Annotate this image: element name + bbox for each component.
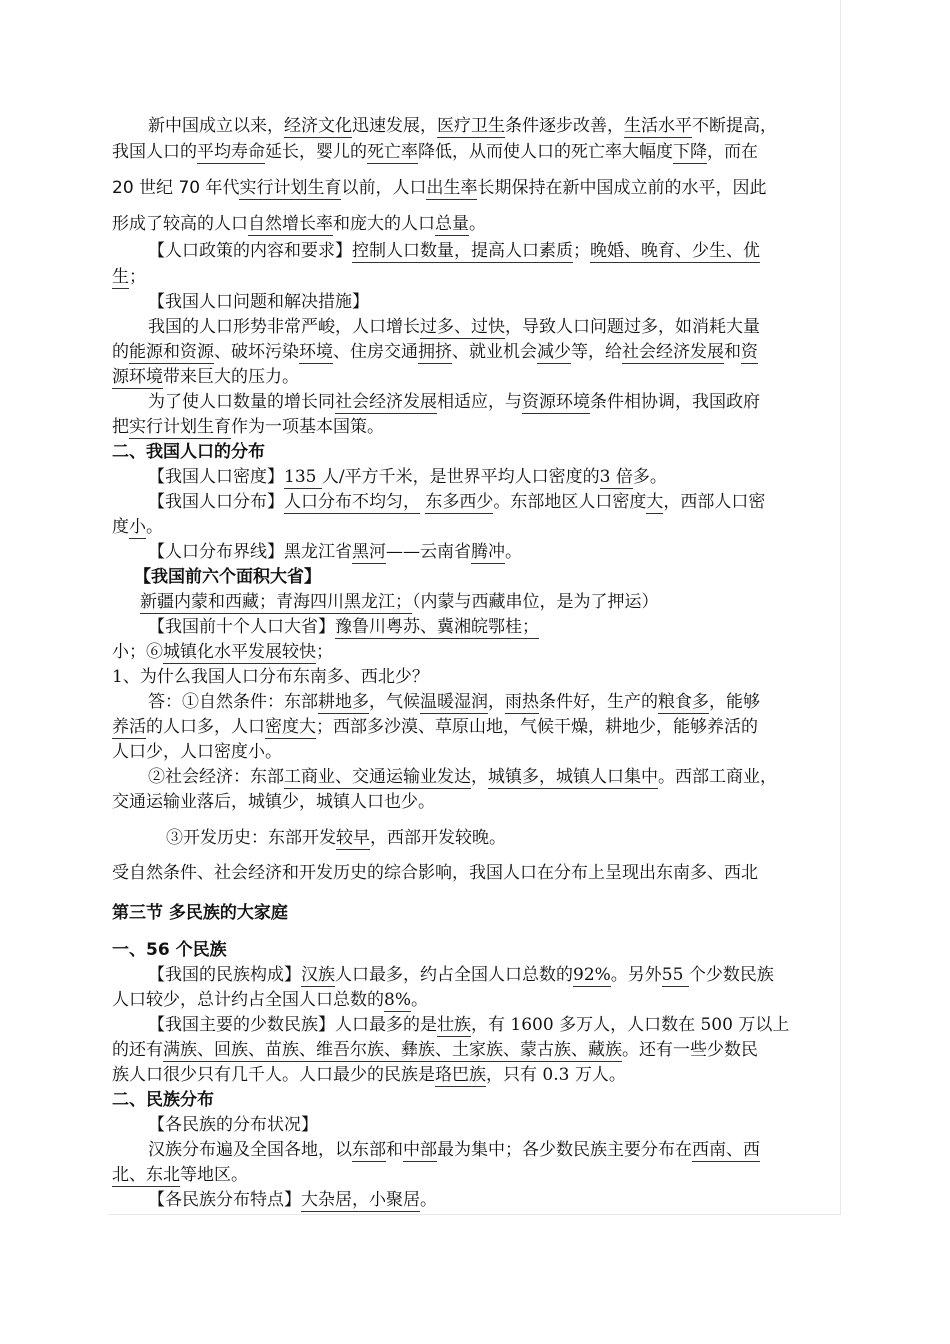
text-segment: 和	[724, 342, 741, 362]
text-segment: ，气候	[369, 692, 420, 712]
text-segment: 把	[112, 417, 129, 437]
underlined-answer: 满族、回族、苗族、维吾尔族、彝族、土家族、蒙古族、藏族	[163, 1040, 622, 1060]
underlined-answer: 下降	[673, 142, 707, 162]
text-segment: 受自然条件、社会经济和开发历史的综合影响，我国人口在分布上呈现出东南多、西北	[112, 863, 758, 883]
text-segment: 【我国前六个面积大省】	[134, 567, 321, 587]
text-segment: 人口少，人口密度小。	[112, 742, 282, 762]
text-segment: 、住房交通	[333, 342, 418, 362]
underlined-answer: 死亡率	[367, 142, 418, 162]
text-line	[112, 141, 758, 163]
text-segment: 。另外	[610, 965, 662, 985]
text-segment: 【人口政策的内容和要求】	[148, 241, 352, 261]
underlined-answer: 黑河	[352, 542, 386, 562]
text-line	[112, 791, 435, 813]
text-segment: 带来巨大的压力。	[163, 367, 299, 387]
text-segment: 条件逐步改善，	[505, 116, 624, 136]
text-line	[148, 541, 522, 563]
text-segment: 的人口多，人口	[146, 717, 265, 737]
underlined-answer: 城镇多，城镇人口集中	[488, 767, 658, 787]
text-segment: 等，给	[571, 342, 622, 362]
text-segment: 作为一项基本国策。	[231, 417, 384, 437]
underlined-answer: 55	[661, 965, 689, 985]
text-line	[112, 366, 299, 388]
underlined-answer: 资	[741, 342, 758, 362]
text-line	[148, 491, 765, 513]
text-line	[112, 341, 758, 363]
text-line	[112, 641, 333, 663]
text-segment: 二、民族分布	[112, 1090, 214, 1110]
text-segment: 。	[410, 990, 428, 1010]
text-segment: 答：①自然条件：东部	[148, 692, 318, 712]
text-segment: （内蒙与西藏串位，是为了押运）	[412, 592, 659, 612]
text-segment: 相适应，与	[437, 392, 522, 412]
text-segment: 最为集中；各少数民族主要分布在	[437, 1140, 692, 1160]
underlined-answer: 控制人口数量，提高人口素质	[352, 241, 573, 261]
text-segment: 我国人口的	[112, 142, 197, 162]
text-segment: 新中国成立以来，	[148, 116, 284, 136]
underlined-answer: 耕地多	[318, 692, 369, 712]
text-segment: 、就业机会	[452, 342, 537, 362]
text-segment: 形成了较高的人口	[112, 214, 248, 234]
underlined-answer: 源环境	[112, 367, 163, 387]
text-segment: 迅速发展，	[352, 116, 437, 136]
text-segment: 。	[146, 517, 163, 537]
text-segment: ③开发历史：东部开发	[166, 828, 336, 848]
text-segment: 汉族分布遍及全国各地，以	[148, 1140, 352, 1160]
text-line	[112, 1164, 248, 1186]
text-line	[148, 616, 539, 638]
underlined-answer: 壮族	[437, 1015, 471, 1035]
text-segment: 【我国的民族构成】	[148, 965, 301, 985]
text-segment: 【人口分布界线】黑龙江省	[148, 542, 352, 562]
underlined-answer: 拥挤	[418, 342, 452, 362]
section-heading	[112, 902, 288, 924]
text-segment: 一、56 个民族	[112, 940, 227, 960]
text-line	[112, 862, 758, 884]
underlined-answer: 腾冲	[471, 542, 505, 562]
underlined-answer: 总量	[435, 214, 469, 234]
text-segment: ，而在	[707, 142, 758, 162]
text-segment: 和庞大的人口	[333, 214, 435, 234]
text-segment: 降低，从而使人口的死亡率大幅度	[418, 142, 673, 162]
underlined-answer: 养活	[112, 717, 146, 737]
underlined-answer: 东多西少	[425, 492, 494, 512]
text-segment: 多。	[632, 467, 667, 487]
text-line	[112, 1064, 626, 1086]
text-segment: ；	[129, 267, 146, 287]
text-line	[166, 827, 506, 849]
text-segment: 人口最多，约占全国人口总数的	[335, 965, 573, 985]
underlined-answer: 大	[646, 492, 664, 512]
text-segment: ；西部多沙漠、草原山地，气候干燥，耕地少，能够养活的	[316, 717, 758, 737]
text-segment: 【我国主要的少数民族】人口最多的是	[148, 1015, 437, 1035]
text-line	[112, 516, 163, 538]
text-segment: 。西部工商业，	[658, 767, 777, 787]
text-line	[112, 1039, 758, 1061]
text-line	[148, 964, 774, 986]
text-segment: 和	[386, 1140, 403, 1160]
underlined-answer: 能源和资源	[129, 342, 214, 362]
section-heading	[112, 1089, 214, 1111]
text-line	[112, 989, 428, 1011]
text-segment: 【我国人口分布】	[148, 492, 284, 512]
underlined-answer: 工商业、交通运输业发达	[284, 767, 471, 787]
underlined-answer: 92%	[573, 965, 611, 985]
text-segment: 不断提高，	[692, 116, 777, 136]
text-segment: 为了使人口数量的增长同	[148, 392, 335, 412]
text-segment: 等地区。	[180, 1165, 248, 1185]
text-line	[148, 316, 760, 338]
underlined-answer: 城镇化水平发展较快	[163, 642, 316, 662]
underlined-answer: 生	[112, 267, 129, 287]
text-line	[148, 1189, 437, 1211]
underlined-answer: 西南、西	[692, 1140, 760, 1160]
text-line	[148, 1139, 760, 1161]
underlined-answer: 大杂居，小聚居	[301, 1190, 420, 1210]
text-segment: 【各民族分布特点】	[148, 1190, 301, 1210]
underlined-answer: 自然增长率	[248, 214, 333, 234]
underlined-answer: 人口分布不均匀，	[284, 492, 420, 512]
text-segment: 个少数民族	[688, 965, 774, 985]
underlined-answer: 小	[129, 517, 146, 537]
text-segment: 【我国人口问题和解决措施】	[148, 292, 369, 312]
underlined-answer: 医疗卫生	[437, 116, 505, 136]
section-heading	[112, 441, 265, 463]
underlined-answer: 8%	[384, 990, 411, 1010]
section-heading	[134, 566, 321, 588]
text-segment: ，	[471, 767, 488, 787]
text-segment: ，西部开发较晚。	[370, 828, 506, 848]
text-segment: ，导致人口问题过多，如消耗大量	[505, 317, 760, 337]
text-segment: 、破坏污染	[214, 342, 299, 362]
text-segment: 的还有	[112, 1040, 163, 1060]
text-line	[112, 716, 758, 738]
underlined-answer: 中部	[403, 1140, 437, 1160]
text-segment: 20 世纪 70 年代	[112, 178, 240, 198]
text-line	[112, 666, 429, 688]
text-segment: 。东部地区人口密度	[493, 492, 647, 512]
text-segment: ；	[573, 241, 590, 261]
underlined-answer: 实行计划生育	[129, 417, 231, 437]
text-line	[148, 1114, 318, 1136]
underlined-answer: 资源环境	[522, 392, 590, 412]
text-segment: 【我国人口密度】	[148, 467, 284, 487]
text-segment: ，西部人口密	[663, 492, 766, 512]
text-line	[112, 741, 282, 763]
text-line	[148, 691, 760, 713]
text-segment: 度	[112, 517, 129, 537]
text-segment: 交通运输业落后，城镇少，城镇人口也少。	[112, 792, 435, 812]
text-segment: 。	[505, 542, 522, 562]
text-segment: 族人口很少只有几千人。人口最少的民族是	[112, 1065, 435, 1085]
underlined-answer: 较早	[336, 828, 370, 848]
underlined-answer: 社会经济发展	[335, 392, 437, 412]
underlined-answer: 温暖湿润	[420, 692, 488, 712]
underlined-answer: 135	[284, 467, 322, 487]
text-line	[148, 115, 777, 137]
text-segment: 以前，人口	[341, 178, 427, 198]
text-line	[148, 466, 667, 488]
underlined-answer: 出生率	[426, 178, 478, 198]
underlined-answer: 汉族	[301, 965, 335, 985]
underlined-answer: 生活水平	[624, 116, 692, 136]
text-segment: 1、为什么我国人口分布东南多、西北少？	[112, 667, 429, 687]
underlined-answer: 环境	[299, 342, 333, 362]
text-segment: ；	[316, 642, 333, 662]
underlined-answer: 新疆内蒙和西藏；青海四川黑龙江；	[140, 592, 412, 612]
section-heading	[112, 939, 227, 961]
underlined-answer: 平均寿命	[197, 142, 265, 162]
text-segment: 人口较少，总计约占全国人口总数的	[112, 990, 384, 1010]
text-segment: ，有 1600 多万人，人口数在 500 万以上	[471, 1015, 790, 1035]
text-line	[148, 291, 369, 313]
text-segment: 的	[112, 342, 129, 362]
underlined-answer: 粮食多	[658, 692, 709, 712]
text-segment: 【我国前十个人口大省】	[148, 617, 335, 637]
underlined-answer: 北、东北	[112, 1165, 180, 1185]
text-segment: 延长，婴儿的	[265, 142, 367, 162]
text-segment: 二、我国人口的分布	[112, 442, 265, 462]
text-line	[148, 391, 760, 413]
underlined-answer: 密度大	[265, 717, 316, 737]
underlined-answer: 减少	[537, 342, 571, 362]
text-segment: ，能够	[709, 692, 760, 712]
underlined-answer: 东部	[352, 1140, 386, 1160]
text-segment: ——云南省	[386, 542, 471, 562]
text-segment: 小；⑥	[112, 642, 163, 662]
text-segment: 长期保持在新中国成立前的水平，因此	[477, 178, 767, 198]
underlined-answer: 豫鲁川粤苏、冀湘皖鄂桂；	[335, 617, 539, 637]
text-segment: 。	[420, 1190, 437, 1210]
text-line	[148, 240, 760, 262]
text-segment: 人/平方千米，是世界平均人口密度的	[321, 467, 600, 487]
text-line	[112, 177, 766, 199]
underlined-answer: 过多、过快	[420, 317, 505, 337]
underlined-answer: 雨热	[505, 692, 539, 712]
underlined-answer: 实行计划生育	[239, 178, 342, 198]
text-line	[148, 766, 777, 788]
text-segment: 第三节 多民族的大家庭	[112, 903, 288, 923]
underlined-answer: 经济文化	[284, 116, 352, 136]
text-line	[112, 266, 146, 288]
text-segment: 【各民族的分布状况】	[148, 1115, 318, 1135]
text-segment: ，	[488, 692, 505, 712]
text-segment: 。还有一些少数民	[622, 1040, 758, 1060]
text-segment: ，只有 0.3 万人。	[486, 1065, 626, 1085]
text-line	[112, 213, 486, 235]
text-line	[140, 591, 659, 613]
underlined-answer: 晚婚、晚育、少生、优	[590, 241, 760, 261]
underlined-answer: 珞巴族	[435, 1065, 486, 1085]
text-line	[112, 416, 384, 438]
text-segment: 我国的人口形势非常严峻，人口增长	[148, 317, 420, 337]
text-line	[148, 1014, 789, 1036]
text-segment: ②社会经济：东部	[148, 767, 284, 787]
text-segment: 条件好，生产的	[539, 692, 658, 712]
underlined-answer: 3 倍	[599, 467, 633, 487]
text-segment: 条件相协调，我国政府	[590, 392, 760, 412]
underlined-answer: 社会经济发展	[622, 342, 724, 362]
text-segment: 。	[469, 214, 486, 234]
